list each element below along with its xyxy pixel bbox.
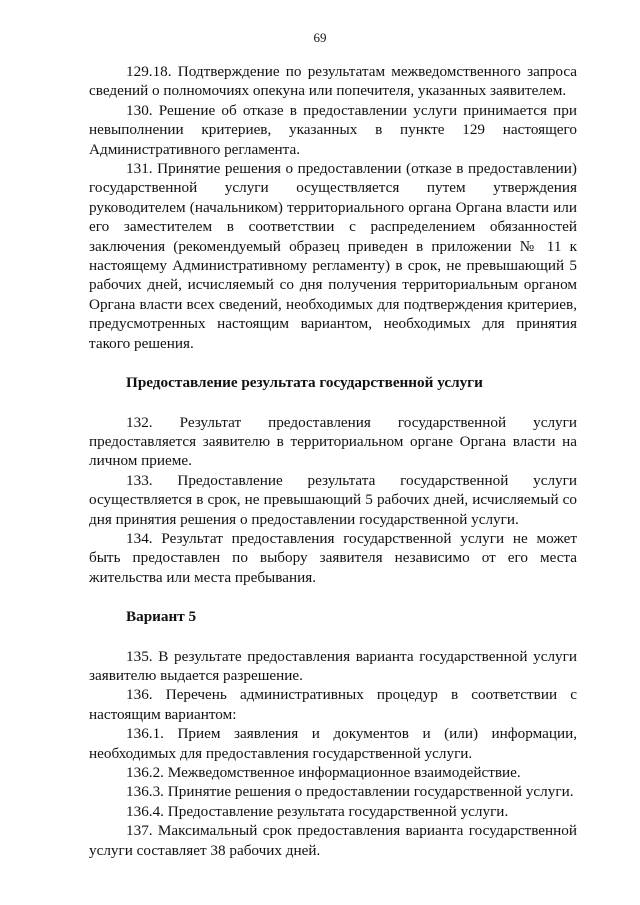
paragraph-135: 135. В результате предоставления варианта государственной услуги заявителю выдается разрешение. bbox=[89, 647, 577, 684]
paragraph-136: 136. Перечень административных процедур в соответствии с настоящим вариантом: bbox=[89, 686, 577, 723]
paragraph-136-3: 136.3. Принятие решения о предоставлении государственной услуги. bbox=[126, 783, 574, 801]
paragraph-131: 131. Принятие решения о предоставлении (отказе в предоставлении) государственной услуги осуществляется путем утверждения руководителем (начальником) территориального органа Органа власти или его заместителем в соответствии с распределением обязанностей заключения (рекомендуемый образец приведен в приложении № 11 к настоящему Административному регламенту) в срок, не превышающий 5 рабочих дней, исчисляемый со дня получения территориальным органом Органа власти всех сведений, необходимых для подтверждения критериев, предусмотренных настоящим вариантом, необходимых для принятия такого решения. bbox=[89, 160, 577, 352]
paragraph-136-4: 136.4. Предоставление результата государственной услуги. bbox=[126, 802, 509, 820]
paragraph-136-1: 136.1. Прием заявления и документов и (или) информации, необходимых для предоставления государственной услуги. bbox=[89, 725, 577, 762]
paragraph-134: 134. Результат предоставления государственной услуги не может быть предоставлен по выбору заявителя независимо от его места жительства или места пребывания. bbox=[89, 529, 577, 586]
paragraph-137: 137. Максимальный срок предоставления варианта государственной услуги составляет 38 рабочих дней. bbox=[89, 822, 577, 859]
document-body bbox=[89, 62, 577, 860]
section-heading-result: Предоставление результата государственной услуги bbox=[126, 374, 483, 392]
paragraph-130: 130. Решение об отказе в предоставлении услуги принимается при невыполнении критериев, указанных в пункте 129 настоящего Административного регламента. bbox=[89, 101, 577, 158]
paragraph-129-18: 129.18. Подтверждение по результатам межведомственного запроса сведений о полномочиях опекуна или попечителя, указанных заявителем. bbox=[89, 63, 577, 100]
paragraph-133: 133. Предоставление результата государственной услуги осуществляется в срок, не превышающий 5 рабочих дней, исчисляемый со дня принятия решения о предоставлении государственной услуги. bbox=[89, 471, 577, 528]
section-heading-variant-5: Вариант 5 bbox=[126, 608, 197, 626]
paragraph-136-2: 136.2. Межведомственное информационное взаимодействие. bbox=[126, 764, 521, 781]
page-number: 69 bbox=[313, 30, 327, 45]
paragraph-132: 132. Результат предоставления государственной услуги предоставляется заявителю в территориальном органе Органа власти на личном приеме. bbox=[89, 413, 577, 470]
